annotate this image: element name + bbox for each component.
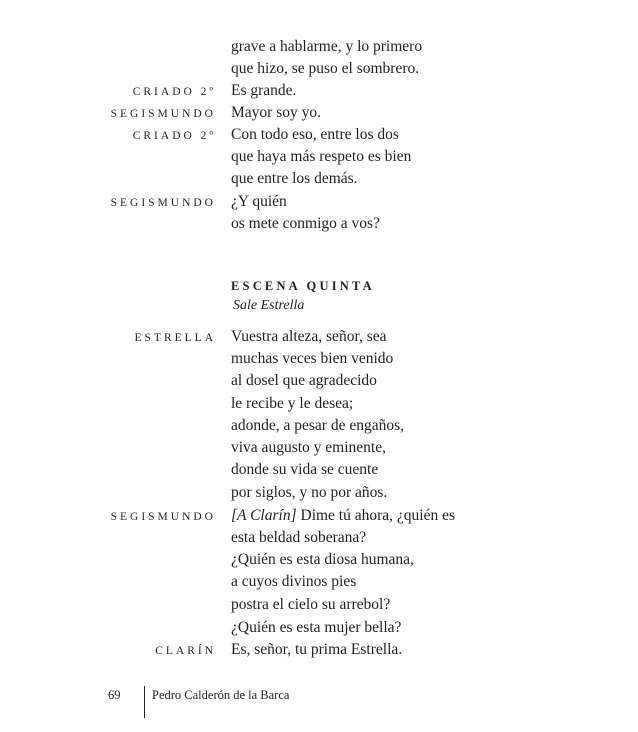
verse-text: ¿Quién es esta diosa humana, <box>231 551 414 568</box>
verse-text: ¿Quién es esta mujer bella? <box>231 619 402 636</box>
verse-line <box>0 619 638 641</box>
verse-line <box>0 372 638 394</box>
verse-line <box>0 507 638 529</box>
verse-line <box>0 328 638 350</box>
speaker-name: SEGISMUNDO <box>110 108 216 120</box>
stage-direction: Sale Estrella <box>233 298 305 313</box>
verse-text: Vuestra alteza, señor, sea <box>231 328 387 345</box>
verse-line <box>0 350 638 372</box>
verse-line <box>0 439 638 461</box>
stage-direction: [A Clarín] <box>231 507 297 524</box>
verse-line <box>0 395 638 417</box>
verse-line <box>0 170 638 192</box>
verse-line <box>0 417 638 439</box>
verse-line <box>0 104 638 126</box>
verse-text: donde su vida se cuente <box>231 461 379 478</box>
verse-line <box>0 573 638 595</box>
verse-line <box>0 641 638 663</box>
verse-line <box>0 529 638 551</box>
verse-text: grave a hablarme, y lo primero <box>231 38 423 55</box>
verse-text: adonde, a pesar de engaños, <box>231 417 405 434</box>
verse-text: viva augusto y eminente, <box>231 439 386 456</box>
verse-line <box>0 551 638 573</box>
footer-divider <box>144 686 145 718</box>
verse-text: por siglos, y no por años. <box>231 484 388 501</box>
verse-line <box>0 193 638 215</box>
running-footer-author: Pedro Calderón de la Barca <box>152 688 290 702</box>
speaker-name: SEGISMUNDO <box>110 511 216 523</box>
speaker-name: ESTRELLA <box>134 332 216 344</box>
scene-title: ESCENA QUINTA <box>231 279 375 293</box>
speaker-name: SEGISMUNDO <box>110 197 216 209</box>
verse-text: Es, señor, tu prima Estrella. <box>231 641 403 658</box>
verse-line <box>0 461 638 483</box>
verse-line <box>0 484 638 506</box>
verse-text: ¿Y quién <box>231 193 287 210</box>
verse-text: que entre los demás. <box>231 170 358 187</box>
verse-text: Es grande. <box>231 82 297 99</box>
verse-text: que hizo, se puso el sombrero. <box>231 60 420 77</box>
verse-text: le recibe y le desea; <box>231 395 354 412</box>
verse-line <box>0 596 638 618</box>
speaker-name: CLARÍN <box>155 645 216 657</box>
verse-text <box>231 507 455 525</box>
speaker-name: CRIADO 2º <box>132 130 216 142</box>
verse-text: que haya más respeto es bien <box>231 148 412 165</box>
speaker-name: CRIADO 2º <box>132 86 216 98</box>
verse-line <box>0 215 638 237</box>
verse-line <box>0 82 638 104</box>
verse-line <box>0 126 638 148</box>
verse-text: muchas veces bien venido <box>231 350 394 367</box>
verse-text: esta beldad soberana? <box>231 529 367 546</box>
verse-text: Mayor soy yo. <box>231 104 321 121</box>
verse-text-part: Dime tú ahora, ¿quién es <box>296 507 456 524</box>
verse-text: postra el cielo su arrebol? <box>231 596 391 613</box>
verse-line <box>0 38 638 60</box>
verse-line <box>0 60 638 82</box>
verse-text: al dosel que agradecido <box>231 372 377 389</box>
verse-text: a cuyos divinos pies <box>231 573 357 590</box>
verse-text: os mete conmigo a vos? <box>231 215 380 232</box>
page-number: 69 <box>108 688 121 702</box>
verse-text: Con todo eso, entre los dos <box>231 126 399 143</box>
verse-line <box>0 148 638 170</box>
